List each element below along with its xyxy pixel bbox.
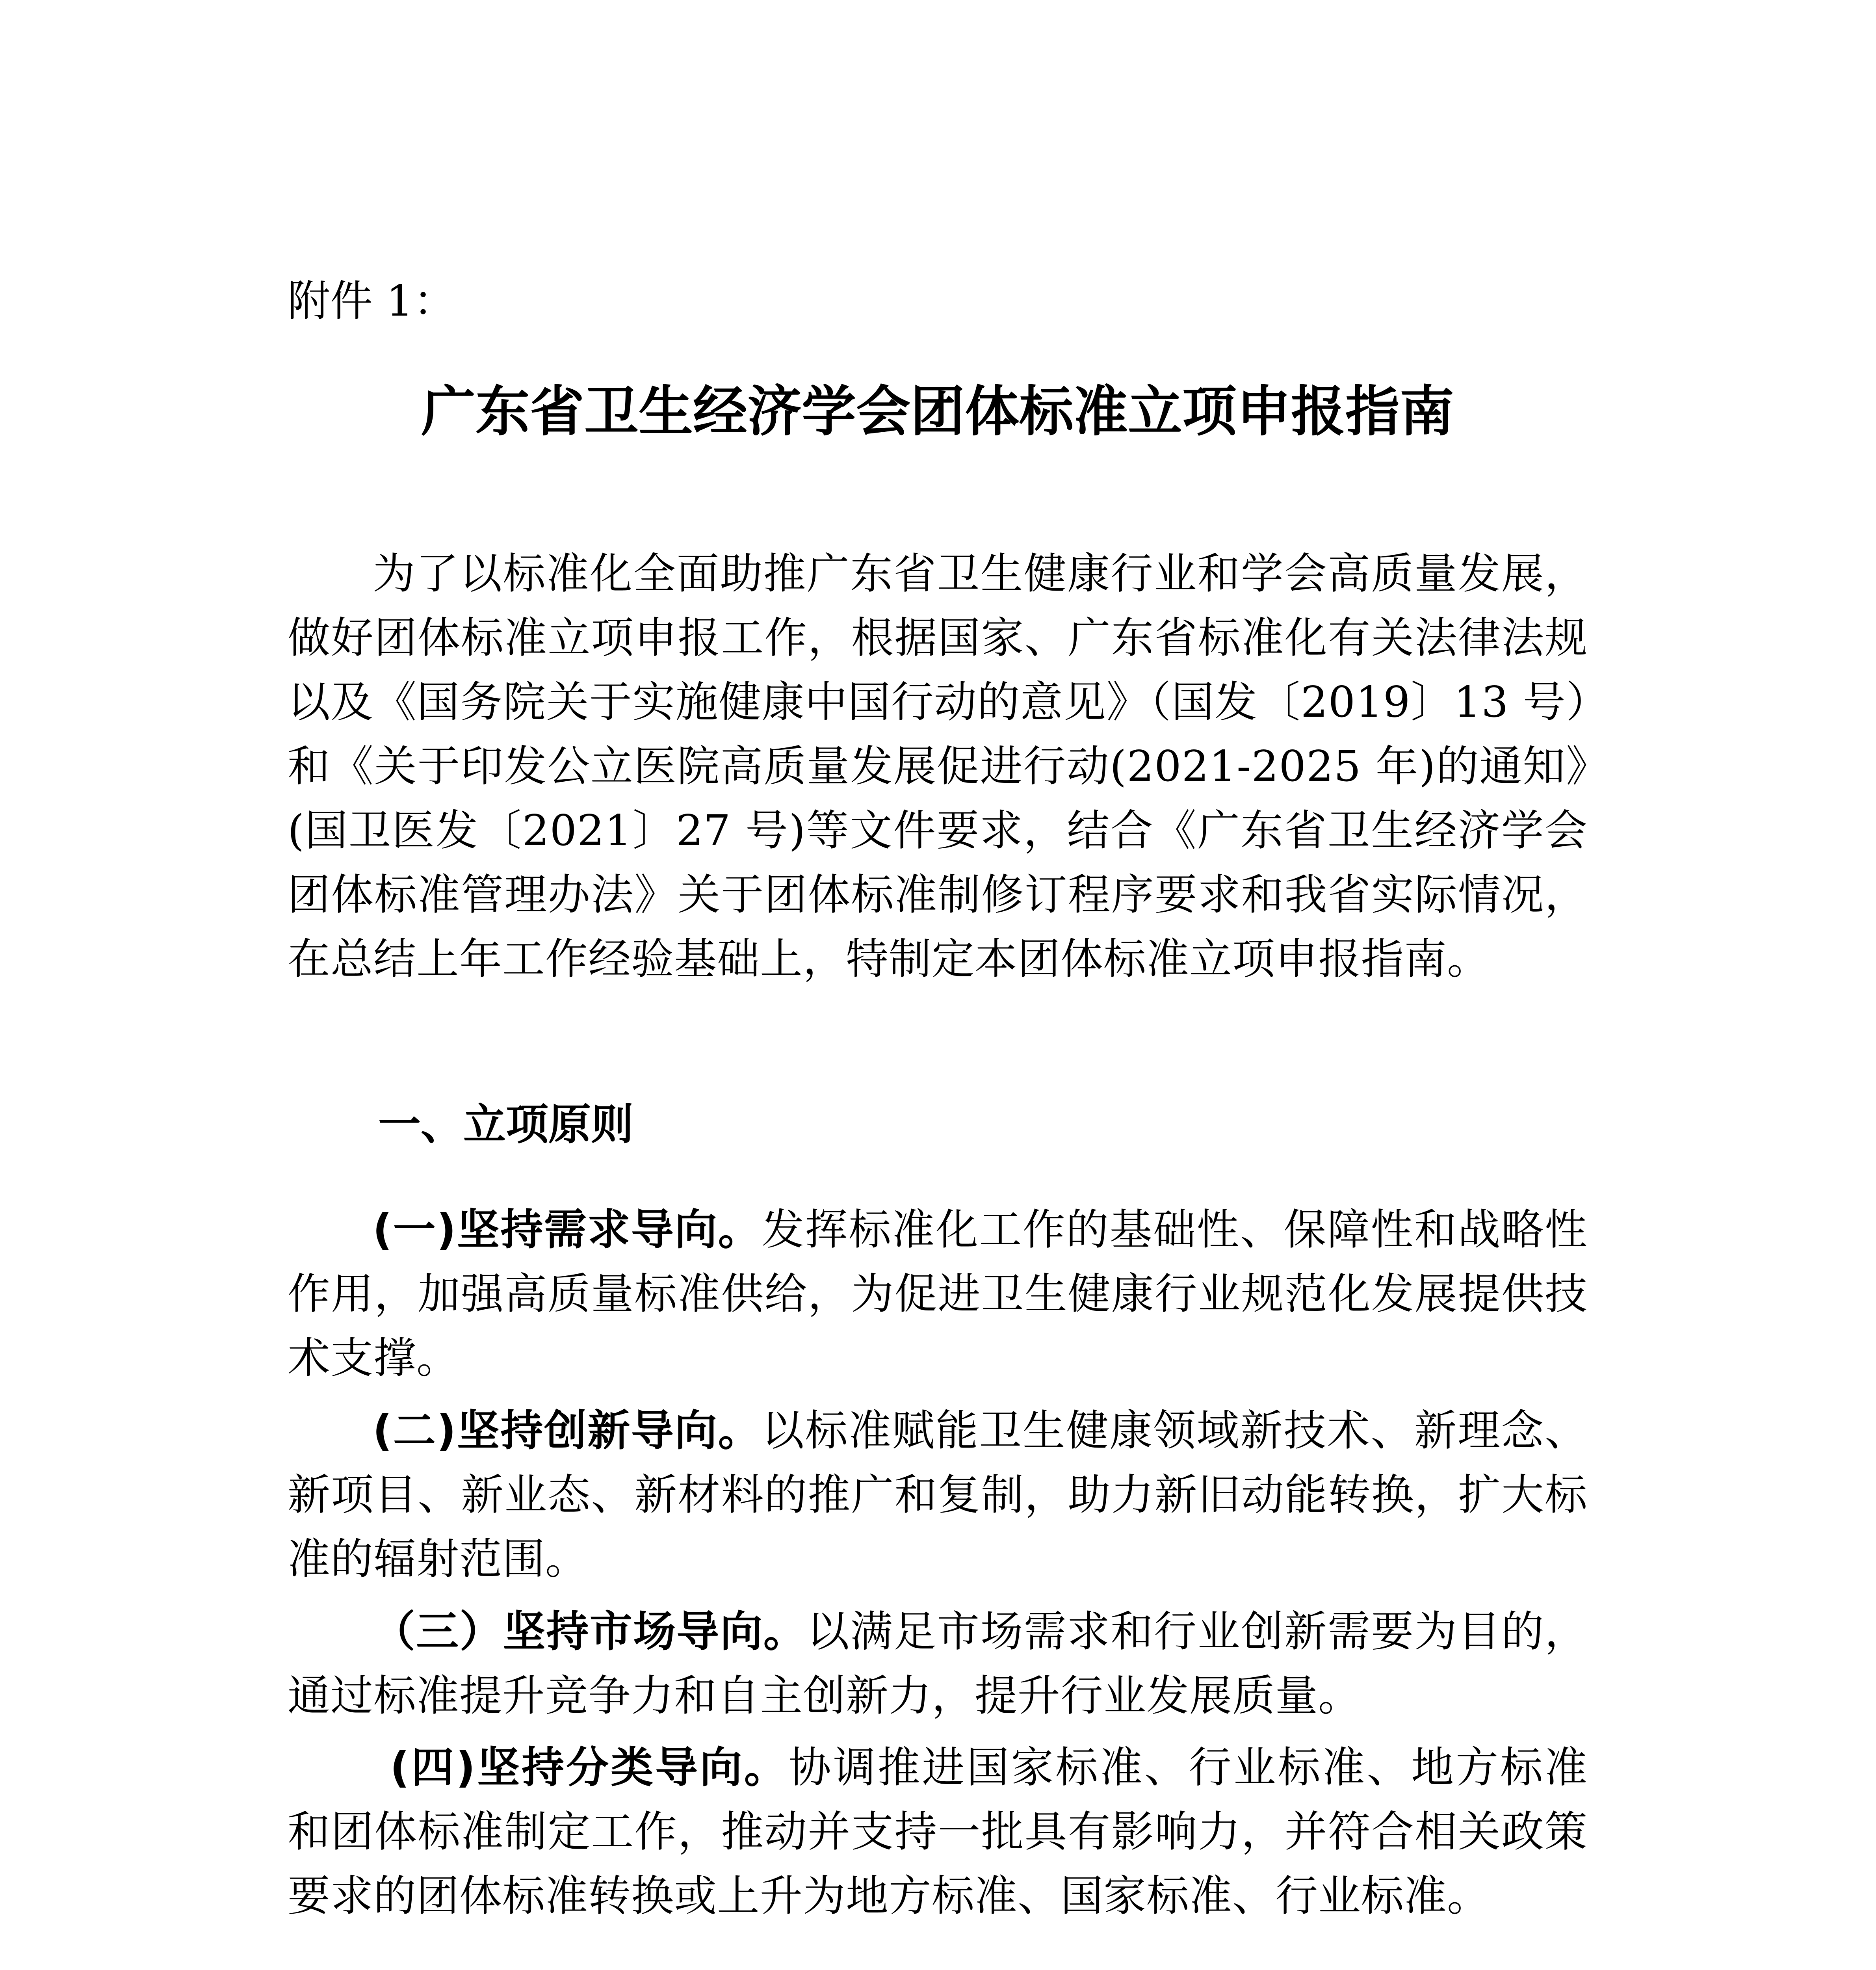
- principle-item-2-lead: (二)坚持创新导向。: [373, 1406, 762, 1455]
- section1-heading: 一、立项原则: [378, 1100, 634, 1149]
- principle-item-4: [288, 1736, 1588, 1928]
- principle-item-2-text: 以标准赋能卫生健康领域新技术、新理念、新项目、新业态、新材料的推广和复制，助力新旧动能转换，扩大标准的辐射范围。: [288, 1406, 1588, 1584]
- attachment-label: 附件 1：: [288, 277, 456, 326]
- document-title: 广东省卫生经济学会团体标准立项申报指南: [421, 380, 1454, 443]
- principle-item-3: [288, 1600, 1588, 1728]
- principle-item-3-text: 以满足市场需求和行业创新需要为目的，通过标准提升竞争力和自主创新力，提升行业发展质量。: [288, 1607, 1588, 1721]
- principle-item-1-text: 发挥标准化工作的基础性、保障性和战略性作用，加强高质量标准供给，为促进卫生健康行业规范化发展提供技术支撑。: [288, 1205, 1588, 1383]
- principle-item-3-lead: （三）坚持市场导向。: [373, 1607, 807, 1656]
- principle-item-2: [288, 1399, 1588, 1591]
- principle-item-4-text: 协调推进国家标准、行业标准、地方标准和团体标准制定工作，推动并支持一批具有影响力，并符合相关政策要求的团体标准转换或上升为地方标准、国家标准、行业标准。: [288, 1743, 1588, 1921]
- principle-item-1-lead: (一)坚持需求导向。: [373, 1205, 762, 1254]
- intro-paragraph: 为了以标准化全面助推广东省卫生健康行业和学会高质量发展，做好团体标准立项申报工作，根据国家、广东省标准化有关法律法规以及《国务院关于实施健康中国行动的意见》（国发〔2019〕13 号）和《关于印发公立医院高质量发展促进行动(2021-2025 年)的通知》(国卫医发〔2021〕27 号)等文件要求，结合《广东省卫生经济学会团体标准管理办法》关于团体标准制修订程序要求和我省实际情况，在总结上年工作经验基础上，特制定本团体标准立项申报指南。: [288, 549, 1588, 984]
- principle-item-1: [288, 1198, 1588, 1390]
- principle-item-4-lead: (四)坚持分类导向。: [390, 1743, 789, 1792]
